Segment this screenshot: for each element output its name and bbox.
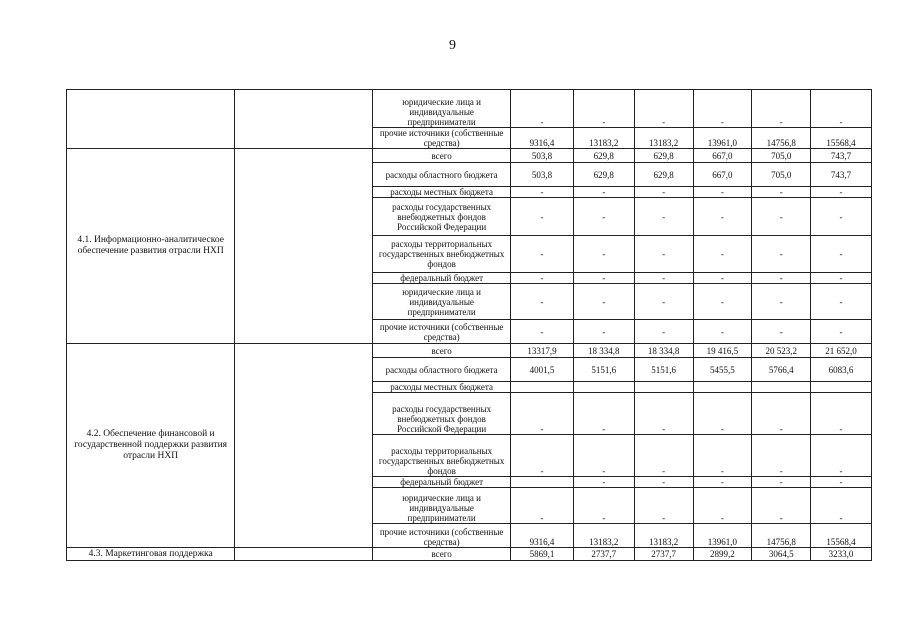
funding-source-cell: всего: [373, 548, 511, 561]
value-cell: -: [511, 198, 574, 236]
value-cell: -: [573, 284, 634, 320]
funding-source-cell: юридические лица и индивидуальные предприниматели: [373, 488, 511, 524]
value-cell: -: [634, 90, 693, 128]
value-cell: 629,8: [573, 163, 634, 187]
value-cell: -: [752, 477, 811, 488]
funding-source-cell: всего: [373, 344, 511, 358]
value-cell: -: [811, 435, 872, 477]
value-cell: 13183,2: [573, 128, 634, 149]
value-cell: 629,8: [634, 149, 693, 163]
value-cell: 18 334,8: [573, 344, 634, 358]
value-cell: 743,7: [811, 163, 872, 187]
funding-source-cell: юридические лица и индивидуальные предприниматели: [373, 284, 511, 320]
budget-table: [66, 89, 872, 561]
funding-source-cell: всего: [373, 149, 511, 163]
value-cell: -: [811, 320, 872, 344]
value-cell: -: [573, 393, 634, 435]
value-cell: 3233,0: [811, 548, 872, 561]
value-cell: -: [693, 488, 752, 524]
funding-source-cell: юридические лица и индивидуальные предприниматели: [373, 90, 511, 128]
value-cell: [811, 382, 872, 393]
value-cell: -: [811, 90, 872, 128]
value-cell: [634, 382, 693, 393]
value-cell: 15568,4: [811, 524, 872, 548]
value-cell: 14756,8: [752, 524, 811, 548]
value-cell: 13183,2: [573, 524, 634, 548]
value-cell: 9316,4: [511, 128, 574, 149]
table-row: [67, 90, 872, 128]
value-cell: 503,8: [511, 149, 574, 163]
value-cell: 18 334,8: [634, 344, 693, 358]
value-cell: 19 416,5: [693, 344, 752, 358]
value-cell: [752, 382, 811, 393]
value-cell: 3064,5: [752, 548, 811, 561]
value-cell: -: [511, 488, 574, 524]
value-cell: -: [693, 90, 752, 128]
value-cell: -: [693, 320, 752, 344]
value-cell: 5151,6: [634, 358, 693, 382]
value-cell: -: [811, 236, 872, 273]
value-cell: -: [752, 187, 811, 198]
value-cell: -: [573, 320, 634, 344]
value-cell: -: [693, 236, 752, 273]
value-cell: 705,0: [752, 163, 811, 187]
funding-source-cell: расходы областного бюджета: [373, 358, 511, 382]
value-cell: [573, 382, 634, 393]
value-cell: -: [634, 488, 693, 524]
value-cell: 629,8: [634, 163, 693, 187]
funding-source-cell: федеральный бюджет: [373, 273, 511, 284]
value-cell: -: [752, 198, 811, 236]
section-name-cell: 4.2. Обеспечение финансовой и государственной поддержки развития отрасли НХП: [67, 344, 235, 548]
value-cell: -: [573, 90, 634, 128]
value-cell: 2737,7: [573, 548, 634, 561]
value-cell: -: [511, 90, 574, 128]
value-cell: -: [573, 236, 634, 273]
section-name-cell: 4.3. Маркетинговая поддержка: [67, 548, 235, 561]
funding-source-cell: расходы государственных внебюджетных фондов Российской Федерации: [373, 393, 511, 435]
funding-source-cell: расходы территориальных государственных внебюджетных фондов: [373, 236, 511, 273]
value-cell: -: [634, 187, 693, 198]
value-cell: 503,8: [511, 163, 574, 187]
value-cell: 9316,4: [511, 524, 574, 548]
value-cell: -: [811, 284, 872, 320]
value-cell: 21 652,0: [811, 344, 872, 358]
value-cell: -: [573, 488, 634, 524]
value-cell: -: [511, 393, 574, 435]
value-cell: -: [693, 284, 752, 320]
value-cell: -: [752, 393, 811, 435]
value-cell: 5766,4: [752, 358, 811, 382]
value-cell: 705,0: [752, 149, 811, 163]
value-cell: -: [511, 187, 574, 198]
value-cell: 13183,2: [634, 128, 693, 149]
value-cell: 5151,6: [573, 358, 634, 382]
value-cell: 2737,7: [634, 548, 693, 561]
value-cell: 4001,5: [511, 358, 574, 382]
value-cell: 2899,2: [693, 548, 752, 561]
value-cell: -: [811, 273, 872, 284]
funding-source-cell: расходы областного бюджета: [373, 163, 511, 187]
value-cell: 667,0: [693, 149, 752, 163]
value-cell: -: [634, 477, 693, 488]
value-cell: -: [752, 435, 811, 477]
value-cell: -: [573, 187, 634, 198]
value-cell: -: [511, 284, 574, 320]
value-cell: -: [634, 236, 693, 273]
section-name-cell: [67, 90, 235, 149]
value-cell: 13183,2: [634, 524, 693, 548]
empty-cell: [235, 548, 373, 561]
funding-source-cell: расходы местных бюджета: [373, 382, 511, 393]
value-cell: -: [511, 435, 574, 477]
value-cell: -: [693, 198, 752, 236]
value-cell: 743,7: [811, 149, 872, 163]
value-cell: -: [811, 488, 872, 524]
value-cell: -: [811, 477, 872, 488]
value-cell: -: [752, 236, 811, 273]
value-cell: -: [811, 393, 872, 435]
value-cell: [511, 382, 574, 393]
value-cell: -: [634, 435, 693, 477]
value-cell: -: [693, 435, 752, 477]
empty-cell: [235, 149, 373, 344]
funding-source-cell: федеральный бюджет: [373, 477, 511, 488]
value-cell: -: [634, 284, 693, 320]
value-cell: -: [573, 198, 634, 236]
value-cell: -: [752, 273, 811, 284]
value-cell: 667,0: [693, 163, 752, 187]
funding-source-cell: расходы территориальных государственных внебюджетных фондов: [373, 435, 511, 477]
value-cell: 13961,0: [693, 524, 752, 548]
value-cell: -: [634, 273, 693, 284]
value-cell: 15568,4: [811, 128, 872, 149]
value-cell: -: [573, 477, 634, 488]
value-cell: 629,8: [573, 149, 634, 163]
value-cell: -: [511, 236, 574, 273]
value-cell: -: [693, 477, 752, 488]
funding-source-cell: расходы местных бюджета: [373, 187, 511, 198]
value-cell: -: [634, 393, 693, 435]
section-name-cell: 4.1. Информационно-аналитическое обеспечение развития отрасли НХП: [67, 149, 235, 344]
page-number: 9: [449, 38, 456, 53]
value-cell: -: [752, 320, 811, 344]
value-cell: -: [811, 198, 872, 236]
value-cell: -: [511, 273, 574, 284]
value-cell: -: [752, 284, 811, 320]
value-cell: -: [693, 393, 752, 435]
table-body: [67, 90, 872, 561]
value-cell: -: [634, 198, 693, 236]
empty-cell: [235, 90, 373, 149]
value-cell: -: [693, 273, 752, 284]
funding-source-cell: прочие источники (собственные средства): [373, 128, 511, 149]
value-cell: 5455,5: [693, 358, 752, 382]
value-cell: 13961,0: [693, 128, 752, 149]
value-cell: -: [752, 90, 811, 128]
value-cell: 6083,6: [811, 358, 872, 382]
value-cell: -: [573, 273, 634, 284]
value-cell: -: [634, 320, 693, 344]
value-cell: -: [573, 435, 634, 477]
empty-cell: [235, 344, 373, 548]
value-cell: -: [811, 187, 872, 198]
value-cell: -: [511, 320, 574, 344]
value-cell: 5869,1: [511, 548, 574, 561]
funding-source-cell: расходы государственных внебюджетных фондов Российской Федерации: [373, 198, 511, 236]
funding-source-cell: прочие источники (собственные средства): [373, 524, 511, 548]
funding-source-cell: прочие источники (собственные средства): [373, 320, 511, 344]
value-cell: 13317,9: [511, 344, 574, 358]
table-row: [67, 149, 872, 163]
value-cell: 14756,8: [752, 128, 811, 149]
value-cell: [511, 477, 574, 488]
value-cell: -: [693, 187, 752, 198]
table-row: [67, 344, 872, 358]
table-row: [67, 548, 872, 561]
value-cell: [693, 382, 752, 393]
value-cell: -: [752, 488, 811, 524]
value-cell: 20 523,2: [752, 344, 811, 358]
